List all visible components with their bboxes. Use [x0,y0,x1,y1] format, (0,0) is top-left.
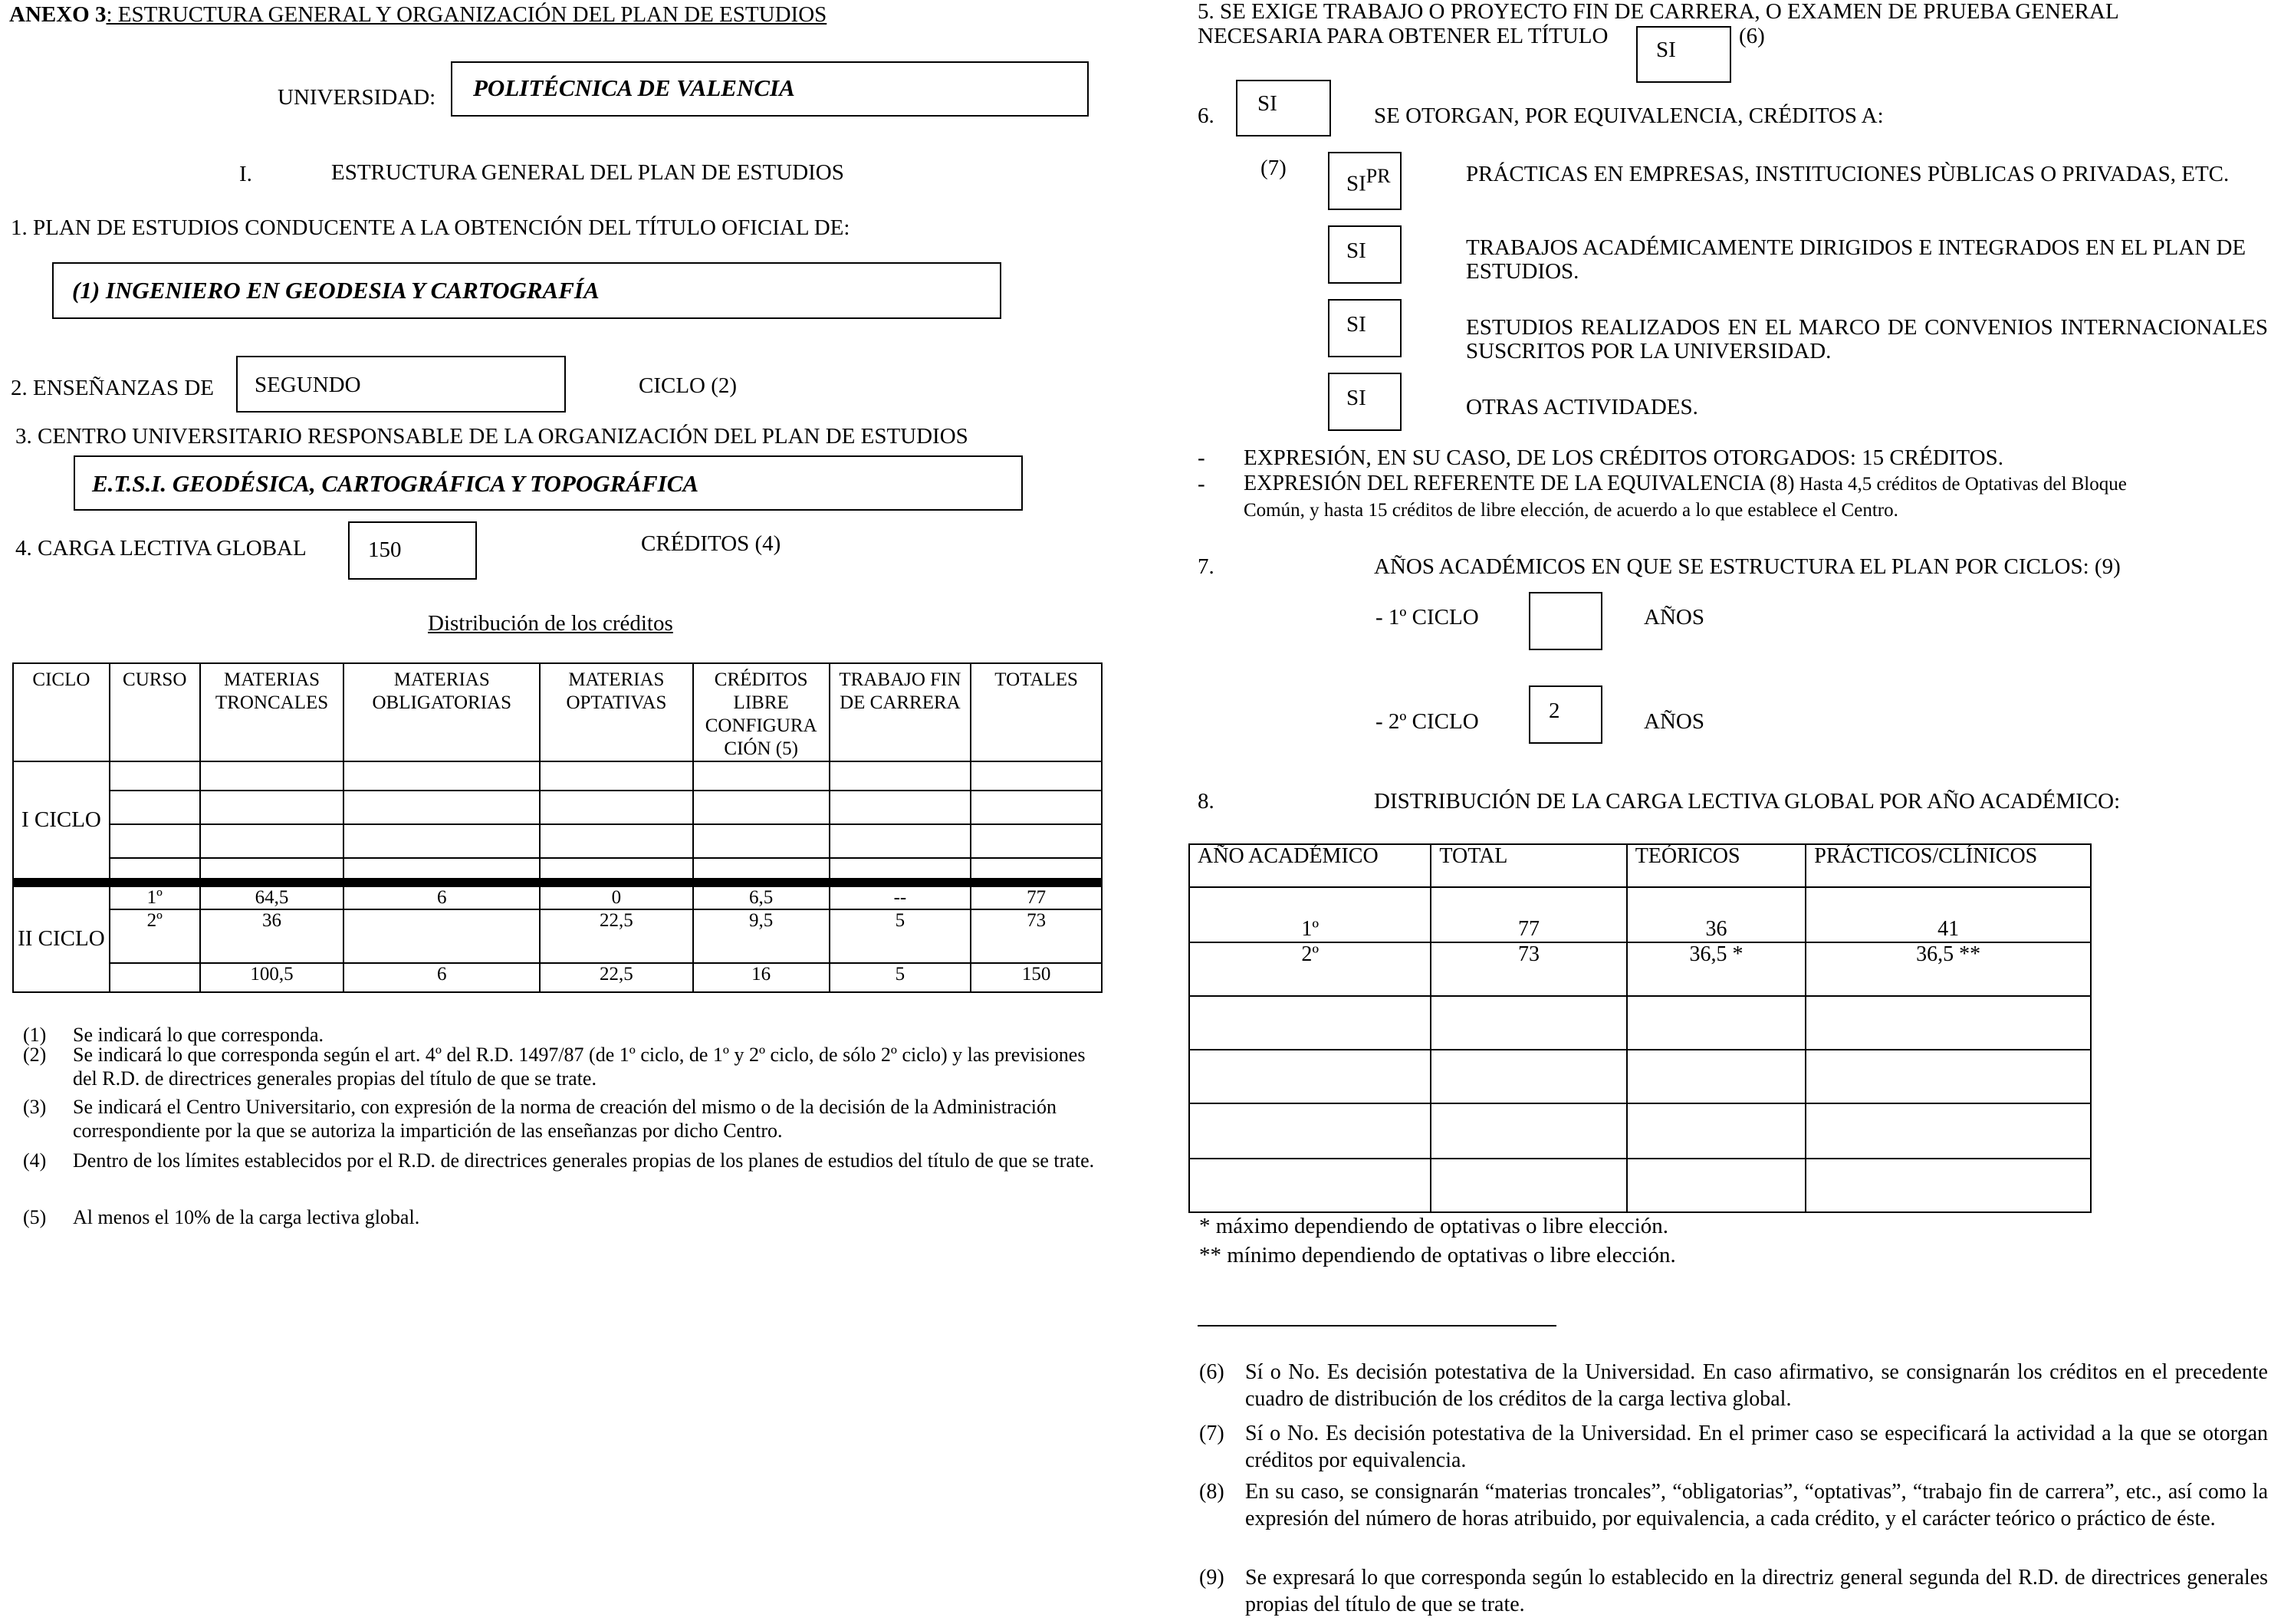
equiv-value-4: SI [1346,386,1366,410]
note-5: (5) Al menos el 10% de la carga lectiva global. [23,1206,420,1228]
equiv-text-4: OTRAS ACTIVIDADES. [1466,395,1698,419]
cell-total: 77 [1431,887,1626,942]
ensenanzas-value: SEGUNDO [255,373,361,397]
cell-optativas: 0 [540,883,693,909]
item5-line2: NECESARIA PARA OBTENER EL TÍTULO [1198,24,1609,48]
note-8: (8) En su caso, se consignarán “materias troncales”, “obligatorias”, “optativas”, “trabajo fin de carrera”, etc., así como la expresión del número de horas atribuido, por equivalencia, a cada crédito, y el carácter teórico o práctico de éste. [1199,1480,2268,1530]
item4-suffix: CRÉDITOS (4) [641,531,781,556]
cell-curso: 1º [110,883,200,909]
header-optativas: MATERIAS OPTATIVAS [540,663,693,761]
cell-curso: 2º [110,909,200,963]
item2-label: 2. ENSEÑANZAS DE [11,376,215,400]
note-1: (1) Se indicará lo que corresponda. [23,1024,324,1046]
year-distribution-table [1188,843,2092,1213]
item5-box [1636,26,1731,83]
item7-number: 7. [1198,554,1214,579]
equiv-value-3: SI [1346,312,1366,337]
cell-libre: 6,5 [693,883,830,909]
item8-label: DISTRIBUCIÓN DE LA CARGA LECTIVA GLOBAL POR AÑO ACADÉMICO: [1374,789,2121,814]
cell-obligatorias: 6 [343,883,540,909]
cell-ano: 2º [1189,942,1431,996]
titulo-value: (1) INGENIERO EN GEODESIA Y CARTOGRAFÍA [72,277,600,304]
ciclo1-label: - 1º CICLO [1375,605,1479,630]
cell-obligatorias [343,909,540,963]
header-libre: CRÉDITOS LIBRE CONFIGURA CIÓN (5) [693,663,830,761]
cell-totales: 77 [971,883,1102,909]
note-3: (3) Se indicará el Centro Universitario, con expresión de la norma de creación del mismo o de la decisión de la Administración correspondiente por la que se autoriza la impartición de las enseñanzas por dicho Centro. [23,1096,1057,1142]
cell-practicos: 36,5 ** [1806,942,2091,996]
table-row [1189,996,2091,1050]
item6-label: SE OTORGAN, POR EQUIVALENCIA, CRÉDITOS A: [1374,104,1884,128]
header-totales: TOTALES [971,663,1102,761]
table-header-row [13,663,1102,761]
header-curso: CURSO [110,663,200,761]
table-row [13,791,1102,824]
equiv-value-2: SI [1346,238,1366,263]
header-ciclo: CICLO [13,663,110,761]
header-total: TOTAL [1431,844,1626,887]
table-row [1189,1050,2091,1103]
year-header-row [1189,844,2091,887]
ciclo2-box [1529,685,1602,744]
item5-ref: (6) [1739,24,1765,48]
dash-2: - [1198,472,1205,496]
section-number: I. [239,162,252,186]
carga-value: 150 [368,537,402,562]
table-row [13,883,1102,909]
cell-teoricos: 36,5 * [1627,942,1806,996]
table-row [13,824,1102,858]
item6-number: 6. [1198,104,1214,128]
table-row [1189,942,2091,996]
note-2: (2) Se indicará lo que corresponda según el art. 4º del R.D. 1497/87 (de 1º ciclo, de 1º y 2º ciclo, de sólo 2º ciclo) y las previsiones del R.D. de directrices generales propias del título de que se trate. [23,1044,1086,1090]
cell-trabajo: 5 [830,909,971,963]
cell-curso [110,963,200,992]
expr2: EXPRESIÓN DEL REFERENTE DE LA EQUIVALENCIA (8) Hasta 4,5 créditos de Optativas del Bloque [1244,472,2127,495]
annex-label: ANEXO 3 [9,2,107,27]
universidad-label: UNIVERSIDAD: [278,85,436,110]
equiv-value-1: $SI^{PR}$ [1346,165,1391,196]
ciclo2-value: 2 [1549,699,1560,723]
universidad-value: POLITÉCNICA DE VALENCIA [473,74,795,101]
section-title: ESTRUCTURA GENERAL DEL PLAN DE ESTUDIOS [331,160,844,185]
note-7: (7) Sí o No. Es decisión potestativa de la Universidad. En el primer caso se especificará la actividad a la que se otorgan créditos por equivalencia. [1199,1422,2268,1472]
item1-label: 1. PLAN DE ESTUDIOS CONDUCENTE A LA OBTENCIÓN DEL TÍTULO OFICIAL DE: [11,215,850,240]
cell-ano: 1º [1189,887,1431,942]
cell-optativas: 22,5 [540,909,693,963]
cell-troncales: 64,5 [200,883,344,909]
item3-label: 3. CENTRO UNIVERSITARIO RESPONSABLE DE LA ORGANIZACIÓN DEL PLAN DE ESTUDIOS [15,424,968,449]
cell-total: 73 [1431,942,1626,996]
note-4: (4) Dentro de los límites establecidos por el R.D. de directrices generales propias de los planes de estudios del título de que se trate. [23,1149,1095,1172]
annex-heading [9,3,827,28]
expr1: EXPRESIÓN, EN SU CASO, DE LOS CRÉDITOS OTORGADOS: 15 CRÉDITOS. [1244,445,2003,470]
equiv-text-1: PRÁCTICAS EN EMPRESAS, INSTITUCIONES PÙBLICAS O PRIVADAS, ETC. [1466,162,2230,186]
header-ano: AÑO ACADÉMICO [1189,844,1431,887]
note-9: (9) Se expresará lo que corresponda según lo establecido en la directriz general segunda del R.D. de directrices generales propias del título de que se trate. [1199,1566,2268,1616]
table-row [13,761,1102,791]
table-row [1189,1103,2091,1159]
cell-optativas: 22,5 [540,963,693,992]
expr2-continuation: Común, y hasta 15 créditos de libre elección, de acuerdo a lo que establece el Centro. [1244,500,1898,521]
footnote-min: ** mínimo dependiendo de optativas o libre elección. [1199,1243,1676,1267]
item2-suffix: CICLO (2) [639,373,738,398]
credit-distribution-table [12,662,1103,993]
footnote-max: * máximo dependiendo de optativas o libre elección. [1199,1214,1669,1238]
cell-totales: 150 [971,963,1102,992]
equiv-text-2: TRABAJOS ACADÉMICAMENTE DIRIGIDOS E INTEGRADOS EN EL PLAN DE ESTUDIOS. [1466,235,2246,284]
cell-trabajo: -- [830,883,971,909]
footnote-divider [1198,1325,1556,1326]
centro-value: E.T.S.I. GEODÉSICA, CARTOGRÁFICA Y TOPOGRÁFICA [92,470,699,497]
ciclo2-label: - 2º CICLO [1375,709,1479,734]
ciclo1-label: I CICLO [13,761,110,883]
cell-trabajo: 5 [830,963,971,992]
cell-libre: 16 [693,963,830,992]
item6-box [1236,80,1331,136]
header-practicos: PRÁCTICOS/CLÍNICOS [1806,844,2091,887]
cell-troncales: 36 [200,909,344,963]
ciclo2-anos: AÑOS [1644,709,1704,734]
ciclo1-anos: AÑOS [1644,605,1704,630]
item4-label: 4. CARGA LECTIVA GLOBAL [15,536,307,561]
table-row [1189,1159,2091,1212]
item5-line1: 5. SE EXIGE TRABAJO O PROYECTO FIN DE CARRERA, O EXAMEN DE PRUEBA GENERAL [1198,0,2119,24]
cell-totales: 73 [971,909,1102,963]
table-row [13,909,1102,963]
header-trabajo: TRABAJO FIN DE CARRERA [830,663,971,761]
header-teoricos: TEÓRICOS [1627,844,1806,887]
table-row [1189,887,2091,942]
equiv-text-3: ESTUDIOS REALIZADOS EN EL MARCO DE CONVENIOS INTERNACIONALES SUSCRITOS POR LA UNIVERSIDAD. [1466,315,2268,364]
cell-practicos: 41 [1806,887,2091,942]
item8-number: 8. [1198,789,1214,814]
ciclo1-box [1529,592,1602,650]
item6-value: SI [1257,91,1277,116]
header-troncales: MATERIAS TRONCALES [200,663,344,761]
table-row [13,858,1102,883]
distribution-title: Distribución de los créditos [428,611,673,636]
item5-value: SI [1656,38,1676,62]
item6-ref: (7) [1260,156,1287,180]
cell-obligatorias: 6 [343,963,540,992]
cell-teoricos: 36 [1627,887,1806,942]
annex-title: : ESTRUCTURA GENERAL Y ORGANIZACIÓN DEL PLAN DE ESTUDIOS [106,2,827,27]
item7-label: AÑOS ACADÉMICOS EN QUE SE ESTRUCTURA EL PLAN POR CICLOS: (9) [1374,554,2121,579]
cell-libre: 9,5 [693,909,830,963]
header-obligatorias: MATERIAS OBLIGATORIAS [343,663,540,761]
note-6: (6) Sí o No. Es decisión potestativa de la Universidad. En caso afirmativo, se consignarán los créditos en el precedente cuadro de distribución de los créditos de la carga lectiva global. [1199,1360,2268,1411]
ciclo2-label: II CICLO [13,883,110,992]
dash-1: - [1198,445,1205,470]
cell-troncales: 100,5 [200,963,344,992]
table-row [13,963,1102,992]
